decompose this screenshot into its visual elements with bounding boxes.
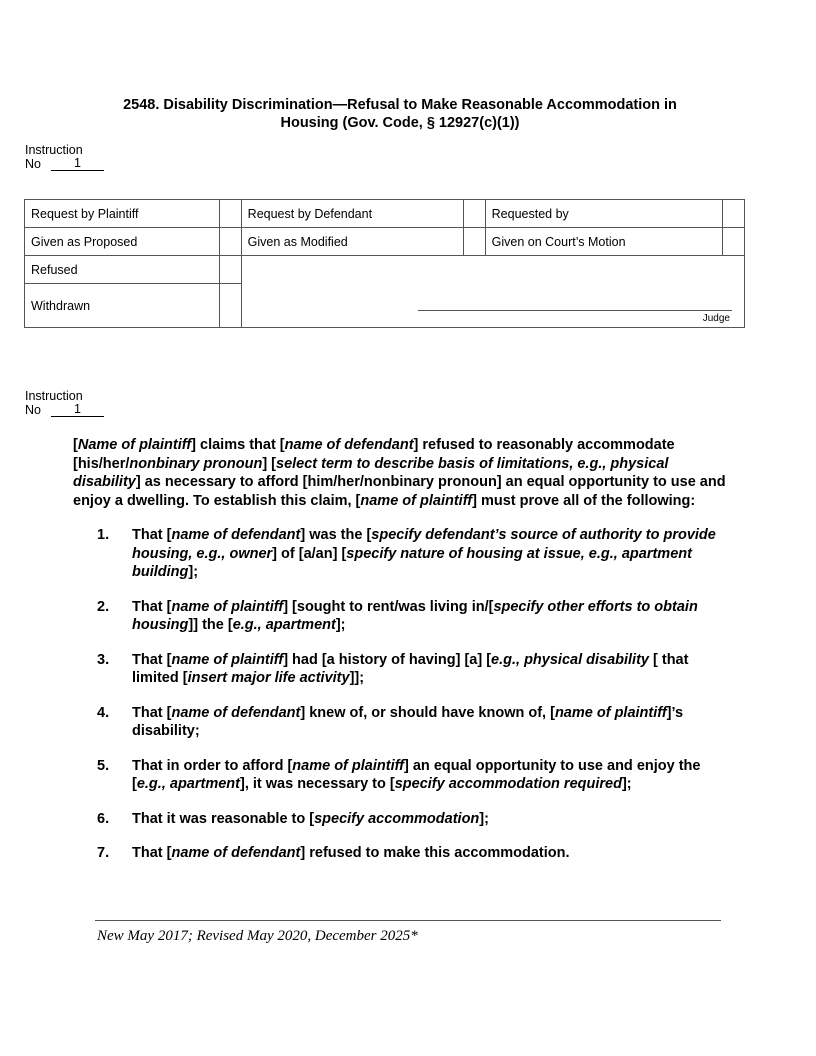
request-by-plaintiff-box[interactable]	[219, 200, 241, 228]
request-table	[24, 199, 745, 328]
element-text: That in order to afford [name of plaintiff] an equal opportunity to use and enjoy the [e.g., apartment], it was necessary to [specify accommodation required];	[132, 757, 701, 792]
element-text: That [name of plaintiff] had [a history of having] [a] [e.g., physical disability [ that limited [insert major life activity]];	[132, 651, 689, 686]
element-item	[73, 757, 733, 794]
element-text: That it was reasonable to [specify accommodation];	[132, 810, 489, 827]
revision-history: New May 2017; Revised May 2020, December 2025*	[97, 928, 418, 944]
refused-label: Refused	[25, 256, 220, 284]
given-as-proposed-label: Given as Proposed	[25, 228, 220, 256]
withdrawn-box[interactable]	[219, 284, 241, 328]
given-as-proposed-box[interactable]	[219, 228, 241, 256]
given-on-courts-motion-label: Given on Court’s Motion	[485, 228, 722, 256]
element-item	[73, 844, 733, 863]
requested-by-label: Requested by	[485, 200, 722, 228]
judge-signature-area	[241, 256, 744, 328]
judge-label: Judge	[702, 313, 730, 324]
intro-paragraph: [Name of plaintiff] claims that [name of defendant] refused to reasonably accommodate [his/her/nonbinary pronoun] [select term to describe basis of limitations, e.g., physical disability] as necessary to afford [him/her/nonbinary pronoun] an equal opportunity to use and enjoy a dwelling. To establish this claim, [name of plaintiff] must prove all of the following:	[73, 437, 726, 509]
request-by-plaintiff-label: Request by Plaintiff	[25, 200, 220, 228]
instruction-number: 1	[51, 403, 104, 417]
withdrawn-label: Withdrawn	[25, 284, 220, 328]
instruction-label: Instruction	[25, 389, 83, 403]
element-number: 2.	[97, 598, 110, 615]
given-as-modified-label: Given as Modified	[241, 228, 463, 256]
element-text: That [name of defendant] knew of, or should have known of, [name of plaintiff]’s disability;	[132, 704, 684, 739]
footer-divider	[95, 920, 721, 921]
instruction-number: 1	[51, 157, 104, 171]
element-item	[73, 526, 733, 582]
instruction-label: Instruction	[25, 143, 83, 157]
request-by-defendant-box[interactable]	[463, 200, 485, 228]
instruction-body	[73, 436, 733, 879]
element-number: 5.	[97, 757, 110, 774]
element-text: That [name of defendant] refused to make this accommodation.	[132, 845, 570, 861]
instruction-number-block-top	[25, 143, 104, 171]
element-number: 7.	[97, 845, 110, 861]
title-line-2: Housing (Gov. Code, § 12927(c)(1))	[280, 115, 520, 131]
element-item	[73, 598, 733, 635]
instruction-title	[60, 96, 740, 132]
elements-list	[73, 526, 733, 863]
element-number: 6.	[97, 810, 110, 827]
request-by-defendant-label: Request by Defendant	[241, 200, 463, 228]
title-line-1: 2548. Disability Discrimination—Refusal to Make Reasonable Accommodation in	[123, 97, 677, 113]
element-text: That [name of defendant] was the [specify defendant’s source of authority to provide housing, e.g., owner] of [a/an] [specify nature of housing at issue, e.g., apartment building];	[132, 527, 716, 580]
requested-by-box[interactable]	[723, 200, 745, 228]
element-number: 3.	[97, 651, 110, 668]
no-label: No	[25, 403, 41, 417]
element-text: That [name of plaintiff] [sought to rent/was living in/[specify other efforts to obtain housing]] the [e.g., apartment];	[132, 598, 698, 633]
given-on-courts-motion-box[interactable]	[723, 228, 745, 256]
judge-signature-line	[418, 310, 732, 311]
no-label: No	[25, 157, 41, 171]
element-item	[73, 704, 733, 741]
element-item	[73, 810, 733, 829]
element-number: 1.	[97, 527, 110, 543]
instruction-number-block-bottom	[25, 389, 104, 417]
refused-box[interactable]	[219, 256, 241, 284]
element-item	[73, 651, 733, 688]
element-number: 4.	[97, 704, 110, 721]
given-as-modified-box[interactable]	[463, 228, 485, 256]
